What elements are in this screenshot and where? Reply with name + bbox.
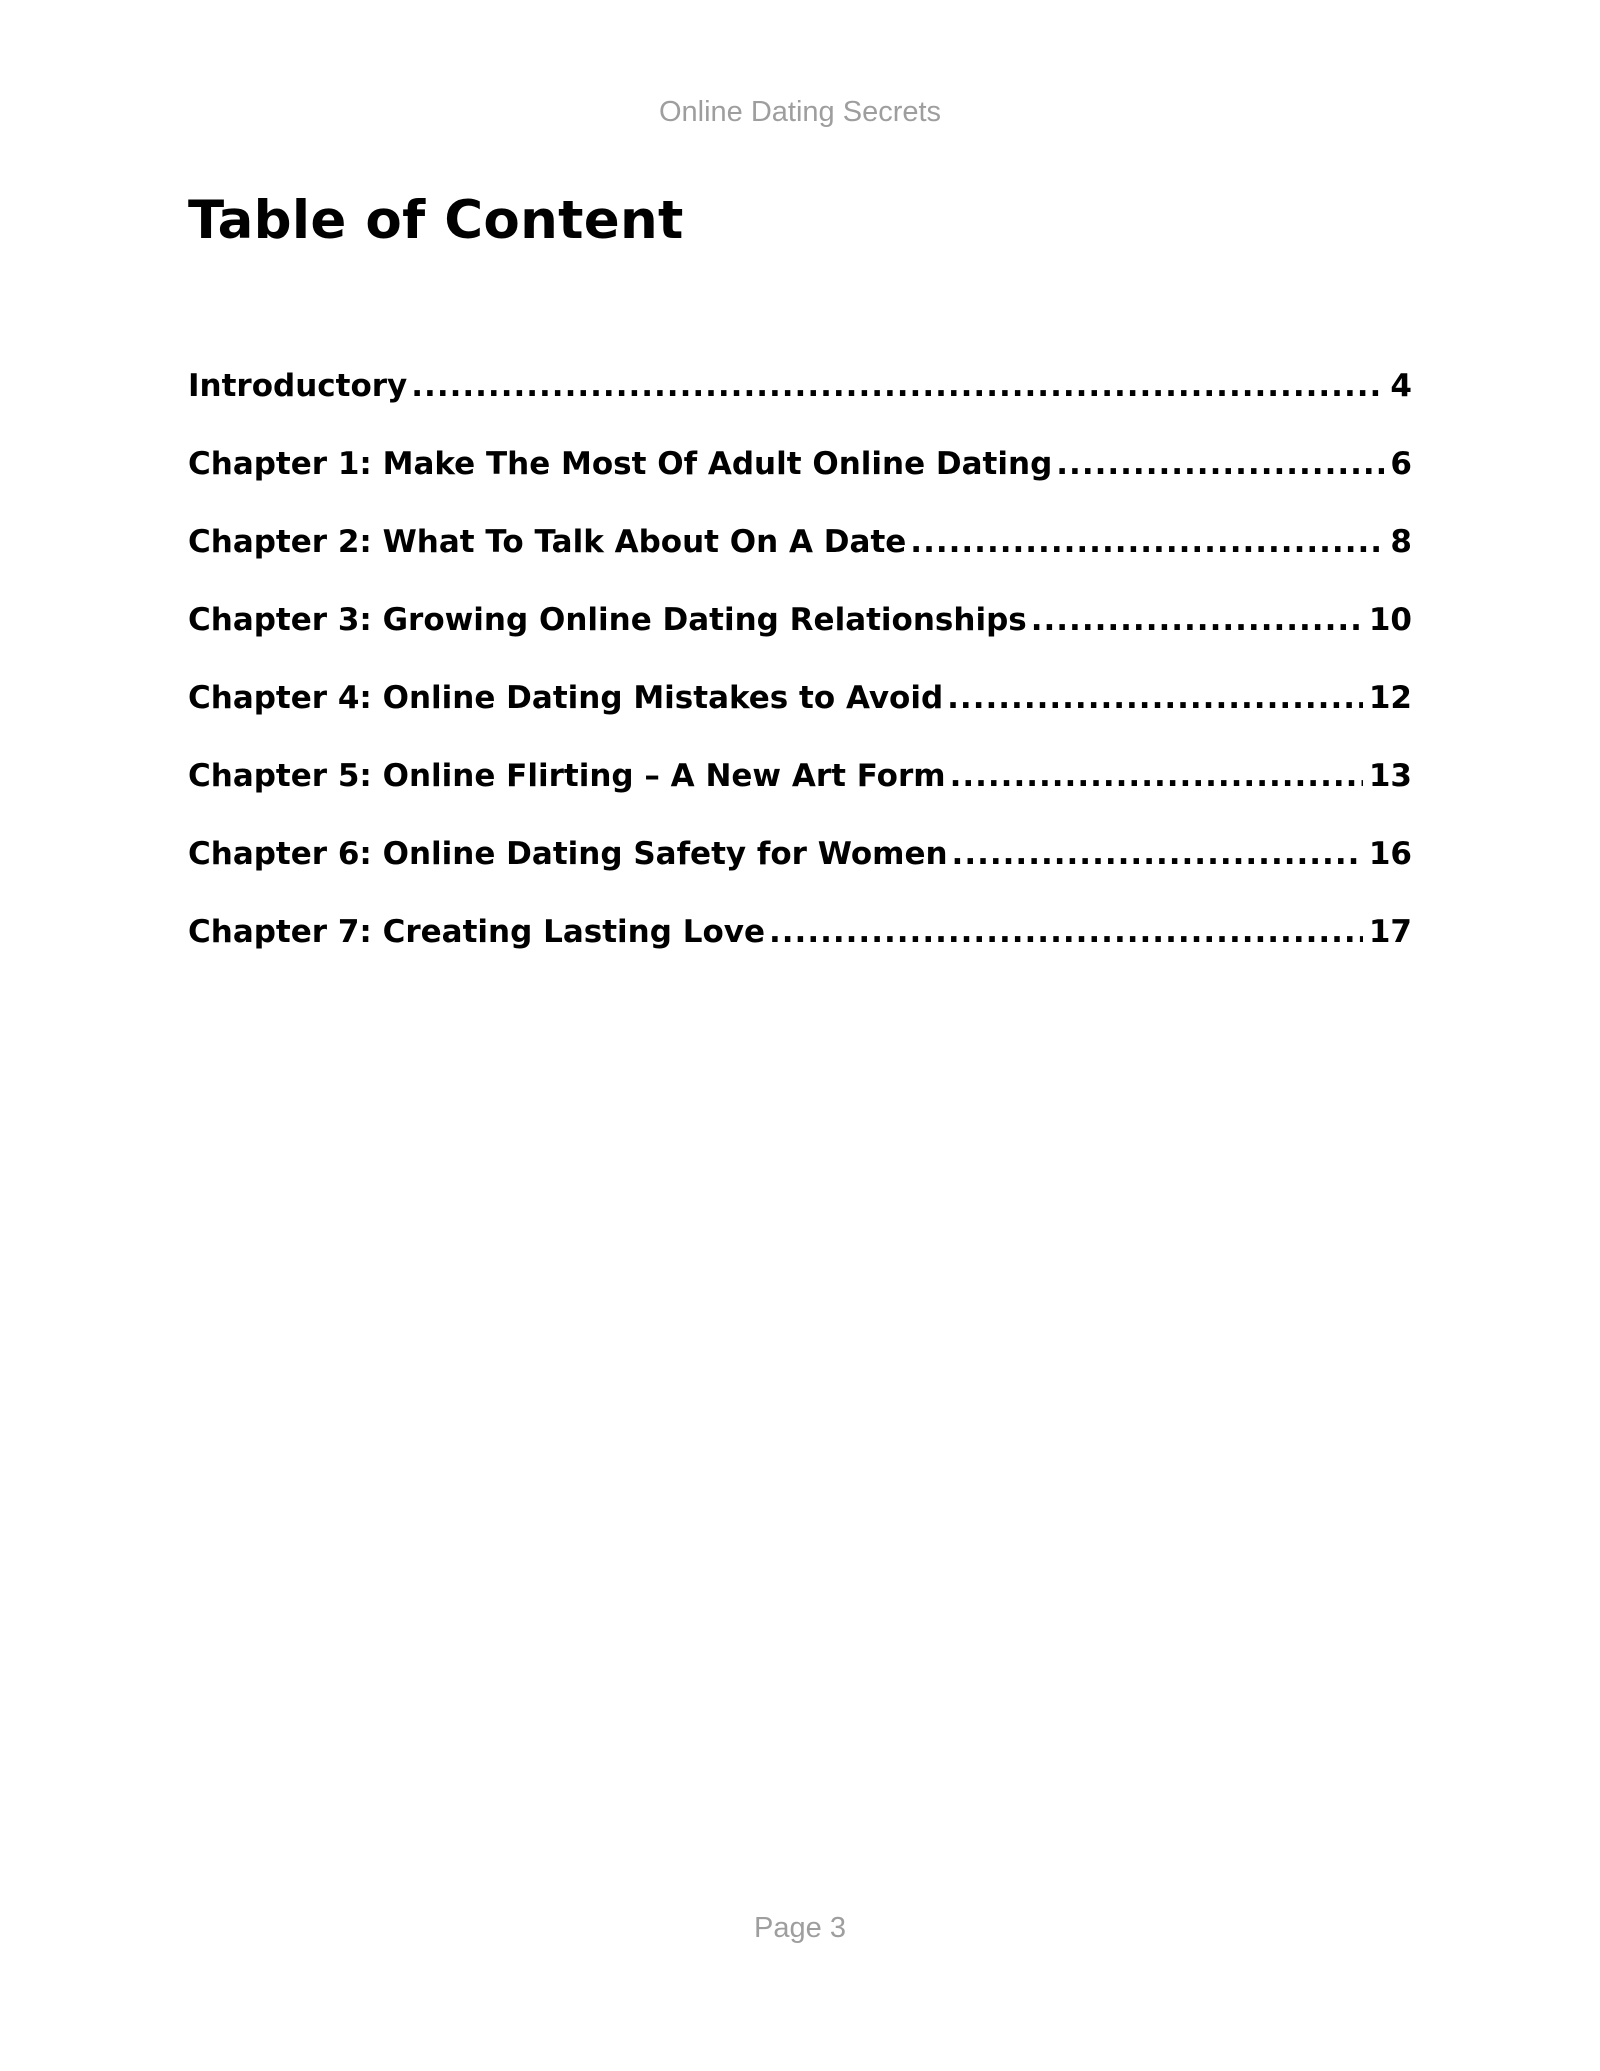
toc-entry-chapter-2[interactable] [188,522,1412,600]
toc-page-number: 6 [1390,446,1412,482]
toc-entry-title: Chapter 4: Online Dating Mistakes to Avoid [188,680,944,716]
toc-page-number: 12 [1368,680,1412,716]
toc-dot-leader [947,678,1363,718]
toc-dot-leader [769,912,1363,952]
toc-entry-chapter-4[interactable] [188,678,1412,756]
toc-entry-introductory[interactable] [188,366,1412,444]
toc-entry-title: Chapter 6: Online Dating Safety for Women [188,836,948,872]
table-of-contents [188,366,1412,990]
toc-dot-leader [952,834,1363,874]
toc-page-number: 13 [1368,758,1412,794]
toc-dot-leader [950,756,1363,796]
page-number-footer: Page 3 [754,1912,846,1944]
toc-page-number: 10 [1368,602,1412,638]
page-title: Table of Content [188,190,684,251]
toc-entry-chapter-1[interactable] [188,444,1412,522]
toc-entry-chapter-7[interactable] [188,912,1412,990]
toc-page-number: 8 [1390,524,1412,560]
toc-dot-leader [910,522,1384,562]
running-header: Online Dating Secrets [658,96,942,128]
toc-dot-leader [1031,600,1363,640]
toc-page-number: 4 [1390,368,1412,404]
toc-entry-chapter-6[interactable] [188,834,1412,912]
toc-entry-chapter-5[interactable] [188,756,1412,834]
toc-entry-title: Chapter 1: Make The Most Of Adult Online Dating [188,446,1053,482]
toc-page-number: 16 [1368,836,1412,872]
toc-entry-chapter-3[interactable] [188,600,1412,678]
toc-dot-leader [411,366,1384,406]
toc-page-number: 17 [1368,914,1412,950]
toc-entry-title: Chapter 3: Growing Online Dating Relationships [188,602,1027,638]
toc-entry-title: Chapter 5: Online Flirting – A New Art Form [188,758,946,794]
toc-entry-title: Introductory [188,368,408,404]
toc-entry-title: Chapter 7: Creating Lasting Love [188,914,765,950]
toc-entry-title: Chapter 2: What To Talk About On A Date [188,524,907,560]
toc-dot-leader [1056,444,1384,484]
